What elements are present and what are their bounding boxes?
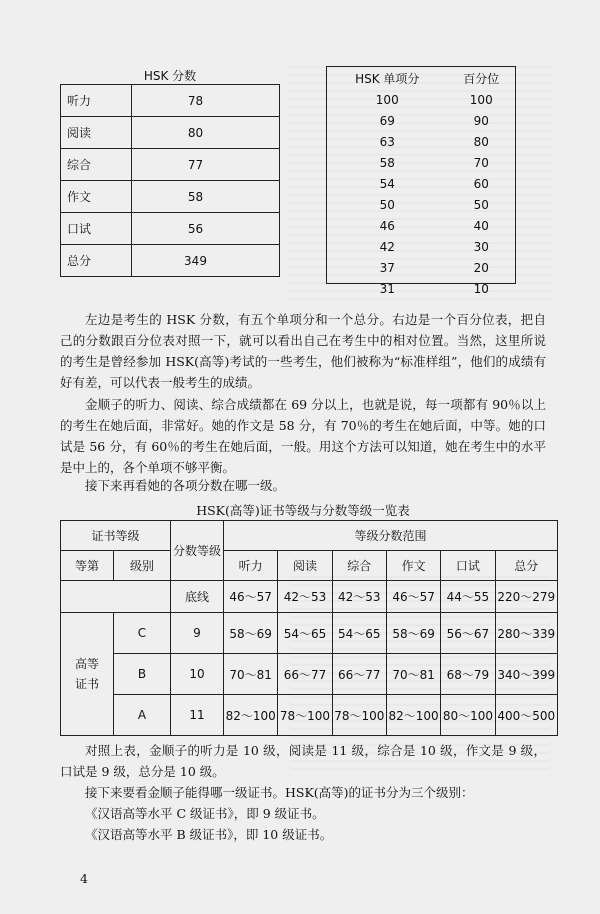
percentile-score: 54: [379, 176, 395, 191]
percentile-col-header: 百分位: [463, 71, 500, 86]
range-cell: 82～100: [224, 695, 278, 736]
percentile-value: 30: [473, 239, 489, 254]
hsk-score-table: [60, 66, 280, 277]
percentile-value: 80: [473, 134, 489, 149]
range-cell: 280～339: [495, 613, 557, 654]
range-cell: 58～69: [386, 613, 440, 654]
hsk-score: 58: [132, 181, 280, 213]
paragraph-analysis: 金顺子的听力、阅读、综合成绩都在 69 分以上，也就是说，每一项都有 90％以上的考生在她后面，非常好。她的作文是 58 分，有 70％的考生在她后面，中等。她的口试是 56 分，有 60％的考生在她后面，一般。用这个方法可以知道，她在考生中的水平是中上的，各个单项不够平衡。: [60, 397, 546, 475]
baseline-range: 46～57: [224, 581, 278, 613]
grade-cell: 9: [171, 613, 224, 654]
hsk-item: 听力: [61, 85, 132, 117]
header-writing: 作文: [386, 551, 440, 581]
grade-cell: 11: [171, 695, 224, 736]
hsk-score: 78: [132, 85, 280, 117]
level-cell: B: [114, 654, 171, 695]
range-cell: 68～79: [441, 654, 495, 695]
header-listening: 听力: [224, 551, 278, 581]
hsk-score: 80: [132, 117, 280, 149]
grade-table-title: HSK(高等)证书等级与分数等级一览表: [196, 503, 410, 518]
baseline-range: 46～57: [386, 581, 440, 613]
paragraph-comparison: 对照上表，金顺子的听力是 10 级，阅读是 11 级，综合是 10 级，作文是 9 级，口试是 9 级，总分是 10 级。: [60, 743, 546, 779]
percentile-value: 100: [469, 92, 493, 107]
baseline-range: 42～53: [332, 581, 386, 613]
hsk-score: 56: [132, 213, 280, 245]
percentile-score: 46: [379, 218, 395, 233]
hsk-score: 77: [132, 149, 280, 181]
hsk-item: 口试: [61, 213, 132, 245]
header-comprehensive: 综合: [332, 551, 386, 581]
hsk-item: 作文: [61, 181, 132, 213]
percentile-value: 40: [473, 218, 489, 233]
header-score-grade: 分数等级: [171, 521, 224, 581]
baseline-range: 220～279: [495, 581, 557, 613]
header-rank: 等第: [61, 551, 114, 581]
header-score-range: 等级分数范围: [224, 521, 558, 551]
percentile-col-header: HSK 单项分: [355, 71, 420, 86]
range-cell: 56～67: [441, 613, 495, 654]
percentile-score: 100: [375, 92, 399, 107]
range-cell: 54～65: [278, 613, 332, 654]
baseline-range: 44～55: [441, 581, 495, 613]
level-cell: A: [114, 695, 171, 736]
grade-cell: 10: [171, 654, 224, 695]
percentile-score: 50: [379, 197, 395, 212]
percentile-score: 31: [379, 281, 395, 296]
hsk-item: 总分: [61, 245, 132, 277]
percentile-value: 50: [473, 197, 489, 212]
paragraph-certificate-c: 《汉语高等水平 C 级证书》，即 9 级证书。: [85, 806, 325, 821]
header-cert-level: 证书等级: [61, 521, 171, 551]
range-cell: 66～77: [332, 654, 386, 695]
percentile-score: 42: [379, 239, 395, 254]
grade-table: [60, 520, 558, 736]
paragraph-explanation: 左边是考生的 HSK 分数，有五个单项分和一个总分。右边是一个百分位表，把自己的分数跟百分位表对照一下，就可以看出自己在考生中的相对位置。当然，这里所说的考生是曾经参加 HSK(高等)考试的一些考生，他们被称为“标准样组”，他们的成绩有好有差，可以代表一般考生的成绩。: [60, 312, 546, 390]
hsk-score-table-title: HSK 分数: [143, 68, 197, 83]
header-total: 总分: [495, 551, 557, 581]
paragraph-certificate-intro: 接下来要看金顺子能得哪一级证书。HSK(高等)的证书分为三个级别：: [85, 785, 474, 800]
baseline-range: 42～53: [278, 581, 332, 613]
group-label-senior-cert: 高等证书: [61, 613, 114, 736]
percentile-score: 69: [379, 113, 395, 128]
range-cell: 78～100: [332, 695, 386, 736]
paragraph-certificate-b: 《汉语高等水平 B 级证书》，即 10 级证书。: [85, 827, 333, 842]
hsk-item: 阅读: [61, 117, 132, 149]
percentile-value: 20: [473, 260, 489, 275]
header-reading: 阅读: [278, 551, 332, 581]
range-cell: 70～81: [386, 654, 440, 695]
range-cell: 78～100: [278, 695, 332, 736]
range-cell: 340～399: [495, 654, 557, 695]
range-cell: 58～69: [224, 613, 278, 654]
hsk-score: 349: [132, 245, 280, 277]
baseline-blank: [61, 581, 171, 613]
range-cell: 400～500: [495, 695, 557, 736]
range-cell: 82～100: [386, 695, 440, 736]
percentile-score: 58: [379, 155, 395, 170]
percentile-value: 70: [473, 155, 489, 170]
percentile-score: 37: [379, 260, 395, 275]
percentile-score: 63: [379, 134, 395, 149]
percentile-table: [326, 66, 516, 296]
baseline-label: 底线: [171, 581, 224, 613]
range-cell: 66～77: [278, 654, 332, 695]
hsk-item: 综合: [61, 149, 132, 181]
page-number: 4: [80, 871, 88, 886]
paragraph-transition: 接下来再看她的各项分数在哪一级。: [85, 478, 286, 493]
range-cell: 70～81: [224, 654, 278, 695]
range-cell: 80～100: [441, 695, 495, 736]
percentile-value: 10: [473, 281, 489, 296]
percentile-value: 60: [473, 176, 489, 191]
level-cell: C: [114, 613, 171, 654]
header-level: 级别: [114, 551, 171, 581]
percentile-value: 90: [473, 113, 489, 128]
range-cell: 54～65: [332, 613, 386, 654]
header-oral: 口试: [441, 551, 495, 581]
